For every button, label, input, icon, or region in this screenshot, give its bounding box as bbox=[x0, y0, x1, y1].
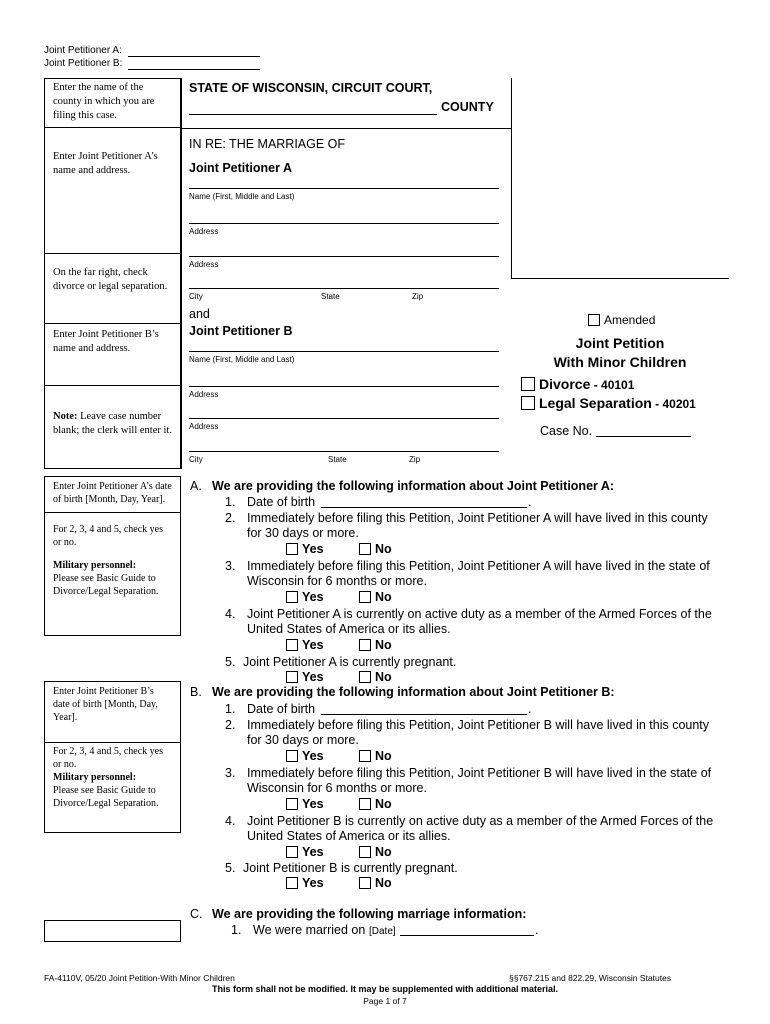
divider bbox=[45, 512, 180, 513]
b-q1-text: Date of birth bbox=[247, 702, 316, 716]
caption-right-border bbox=[511, 78, 512, 278]
note-petitioner-a-name: Enter Joint Petitioner A’s name and address. bbox=[44, 127, 181, 254]
court-heading: STATE OF WISCONSIN, CIRCUIT COURT, bbox=[189, 81, 433, 95]
petitioner-a-title: Joint Petitioner A bbox=[189, 161, 293, 175]
a-q4-no[interactable]: No bbox=[359, 638, 392, 652]
a-dob-line[interactable] bbox=[321, 507, 527, 508]
a-address-line-1[interactable] bbox=[189, 223, 499, 224]
b-q3-yes[interactable]: Yes bbox=[286, 797, 324, 811]
a-q3-no-box[interactable] bbox=[359, 591, 371, 603]
b-q3-num: 3. bbox=[225, 766, 236, 780]
a-q3-yes-box[interactable] bbox=[286, 591, 298, 603]
b-q4-no[interactable]: No bbox=[359, 845, 392, 859]
caption-left-border bbox=[181, 78, 182, 469]
divorce-checkbox[interactable] bbox=[521, 377, 535, 391]
b-q2-text: Immediately before filing this Petition, Joint Petitioner B will have lived in this county for 30 days or more. bbox=[247, 718, 710, 747]
form-title bbox=[521, 334, 719, 372]
b-q3-no-box[interactable] bbox=[359, 798, 371, 810]
a-address-label-1: Address bbox=[189, 227, 219, 236]
b-q2-yes-box[interactable] bbox=[286, 750, 298, 762]
a-q4-yes-box[interactable] bbox=[286, 639, 298, 651]
a-q5-no-box[interactable] bbox=[359, 671, 371, 683]
case-number-line[interactable] bbox=[596, 436, 691, 437]
a-address-label-2: Address bbox=[189, 260, 219, 269]
c-q1-text: We were married on bbox=[253, 923, 366, 937]
a-q2-no-box[interactable] bbox=[359, 543, 371, 555]
header-petitioner-a: Joint Petitioner A: bbox=[44, 45, 122, 56]
note-county: Enter the name of the county in which you are filing this case. bbox=[44, 78, 181, 128]
legal-separation-code: - 40201 bbox=[651, 397, 696, 411]
b-dob-period: . bbox=[528, 702, 532, 716]
a-q2-num: 2. bbox=[225, 511, 236, 525]
a-q4-text: Joint Petitioner A is currently on active duty as a member of the Armed Forces of the United States of America or its allies. bbox=[247, 607, 712, 636]
county-line[interactable] bbox=[189, 114, 437, 115]
note-petitioner-a-info bbox=[44, 476, 181, 636]
section-c-letter: C. bbox=[190, 907, 203, 921]
note-b-military-label: Military personnel: bbox=[53, 772, 137, 783]
b-q4-no-box[interactable] bbox=[359, 846, 371, 858]
a-city-line[interactable] bbox=[189, 288, 499, 289]
note-a-military-label: Military personnel: bbox=[53, 560, 137, 571]
b-q2-no[interactable]: No bbox=[359, 749, 392, 763]
b-q5-text: Joint Petitioner B is currently pregnant. bbox=[243, 861, 458, 875]
a-q5-yes-box[interactable] bbox=[286, 671, 298, 683]
a-q1-num: 1. bbox=[225, 495, 236, 509]
a-q5-num: 5. bbox=[225, 655, 236, 669]
a-q2-yes[interactable]: Yes bbox=[286, 542, 324, 556]
caption-right-bottom bbox=[511, 278, 729, 279]
b-q2-num: 2. bbox=[225, 718, 236, 732]
section-c-heading: We are providing the following marriage information: bbox=[212, 907, 527, 921]
legal-separation-option[interactable] bbox=[521, 395, 696, 411]
note-case-number: Note: Leave case number blank; the clerk will enter it. bbox=[44, 385, 181, 469]
a-zip-label: Zip bbox=[412, 292, 424, 301]
b-address-line-1[interactable] bbox=[189, 386, 499, 387]
note-a-check: For 2, 3, 4 and 5, check yes or no. bbox=[53, 524, 163, 548]
b-address-label-1: Address bbox=[189, 390, 219, 399]
note-a-military-text: Please see Basic Guide to Divorce/Legal Separation. bbox=[53, 573, 159, 597]
b-q5-num: 5. bbox=[225, 861, 236, 875]
section-b-heading: We are providing the following information about Joint Petitioner B: bbox=[212, 685, 615, 699]
a-q4-yes[interactable]: Yes bbox=[286, 638, 324, 652]
note-petitioner-b-name: Enter Joint Petitioner B’s name and address. bbox=[44, 323, 181, 386]
petitioner-b-line[interactable] bbox=[128, 69, 260, 70]
b-q4-num: 4. bbox=[225, 814, 236, 828]
b-q4-yes-box[interactable] bbox=[286, 846, 298, 858]
note-marriage-box bbox=[44, 920, 181, 942]
a-q2-yes-box[interactable] bbox=[286, 543, 298, 555]
form-title-line-1: Joint Petition bbox=[575, 335, 665, 351]
section-a-letter: A. bbox=[190, 479, 202, 493]
a-q3-num: 3. bbox=[225, 559, 236, 573]
note-b-military-text: Please see Basic Guide to Divorce/Legal Separation. bbox=[53, 785, 159, 809]
a-name-label: Name (First, Middle and Last) bbox=[189, 192, 295, 201]
a-address-line-2[interactable] bbox=[189, 256, 499, 257]
footer-notice: This form shall not be modified. It may be supplemented with additional material. bbox=[211, 984, 559, 994]
note-far-right: On the far right, check divorce or legal separation. bbox=[44, 253, 181, 324]
footer-form-id: FA-4110V, 05/20 Joint Petition-With Minor Children bbox=[44, 973, 235, 983]
a-dob-period: . bbox=[528, 495, 532, 509]
and-label: and bbox=[189, 307, 210, 321]
header-petitioner-b: Joint Petitioner B: bbox=[44, 58, 123, 69]
caption-divider bbox=[181, 128, 511, 129]
b-q5-no[interactable]: No bbox=[359, 876, 392, 890]
b-q5-no-box[interactable] bbox=[359, 877, 371, 889]
a-q3-no[interactable]: No bbox=[359, 590, 392, 604]
a-q1-text: Date of birth bbox=[247, 495, 316, 509]
b-dob-line[interactable] bbox=[321, 714, 527, 715]
b-q3-yes-box[interactable] bbox=[286, 798, 298, 810]
b-q4-text: Joint Petitioner B is currently on active duty as a member of the Armed Forces of the United States of America or its allies. bbox=[247, 814, 714, 843]
b-address-line-2[interactable] bbox=[189, 418, 499, 419]
b-q1-num: 1. bbox=[225, 702, 236, 716]
footer-page-number: Page 1 of 7 bbox=[363, 996, 407, 1006]
divorce-label: Divorce bbox=[539, 376, 591, 392]
note-a-dob: Enter Joint Petitioner A’s date of birth [Month, Day, Year]. bbox=[53, 481, 172, 505]
county-label: COUNTY bbox=[441, 100, 494, 114]
amended-label: Amended bbox=[604, 313, 656, 327]
a-q3-text: Immediately before filing this Petition, Joint Petitioner A will have lived in the state of Wisconsin for 6 months or more. bbox=[247, 559, 710, 588]
a-city-label: City bbox=[189, 292, 203, 301]
petitioner-a-line[interactable] bbox=[128, 56, 260, 57]
c-q1-num: 1. bbox=[231, 923, 242, 937]
b-address-label-2: Address bbox=[189, 422, 219, 431]
divorce-code: - 40101 bbox=[590, 378, 635, 392]
b-state-label: State bbox=[328, 455, 347, 464]
b-q5-yes-box[interactable] bbox=[286, 877, 298, 889]
footer-statutes: §§767.215 and 822.29, Wisconsin Statutes bbox=[509, 973, 672, 983]
b-q5-yes[interactable]: Yes bbox=[286, 876, 324, 890]
a-q2-no[interactable]: No bbox=[359, 542, 392, 556]
note-petitioner-b-info bbox=[44, 681, 181, 833]
a-q5-text: Joint Petitioner A is currently pregnant. bbox=[243, 655, 457, 669]
c-date-hint: [Date] bbox=[369, 926, 396, 937]
b-q3-no[interactable]: No bbox=[359, 797, 392, 811]
legal-separation-label: Legal Separation bbox=[539, 395, 652, 411]
a-state-label: State bbox=[321, 292, 340, 301]
marriage-date-line[interactable] bbox=[400, 935, 534, 936]
note-b-dob: Enter Joint Petitioner B’s date of birth [Month, Day, Year]. bbox=[53, 686, 158, 723]
b-q3-text: Immediately before filing this Petition, Joint Petitioner B will have lived in the state of Wisconsin for 6 months or more. bbox=[247, 766, 712, 795]
b-q4-yes[interactable]: Yes bbox=[286, 845, 324, 859]
b-q2-yes[interactable]: Yes bbox=[286, 749, 324, 763]
divorce-option[interactable] bbox=[521, 376, 634, 392]
section-b-letter: B. bbox=[190, 685, 202, 699]
a-q5-no[interactable]: No bbox=[359, 670, 392, 684]
b-name-line[interactable] bbox=[189, 351, 499, 352]
a-name-line[interactable] bbox=[189, 188, 499, 189]
a-q5-yes[interactable]: Yes bbox=[286, 670, 324, 684]
case-number-label: Case No. bbox=[540, 424, 593, 438]
b-city-line[interactable] bbox=[189, 451, 499, 452]
marriage-date-period: . bbox=[535, 923, 539, 937]
amended-checkbox[interactable] bbox=[588, 313, 655, 327]
section-a-heading: We are providing the following information about Joint Petitioner A: bbox=[212, 479, 615, 493]
a-q4-no-box[interactable] bbox=[359, 639, 371, 651]
b-zip-label: Zip bbox=[409, 455, 421, 464]
petitioner-b-title: Joint Petitioner B bbox=[189, 324, 293, 338]
amended-checkbox-box[interactable] bbox=[588, 314, 600, 326]
b-q2-no-box[interactable] bbox=[359, 750, 371, 762]
a-q3-yes[interactable]: Yes bbox=[286, 590, 324, 604]
legal-separation-checkbox[interactable] bbox=[521, 396, 535, 410]
form-title-line-2: With Minor Children bbox=[553, 354, 687, 370]
in-re-heading: IN RE: THE MARRIAGE OF bbox=[189, 137, 346, 151]
note-b-check: For 2, 3, 4 and 5, check yes or no. bbox=[53, 746, 163, 770]
divider bbox=[45, 742, 180, 743]
a-q2-text: Immediately before filing this Petition, Joint Petitioner A will have lived in this county for 30 days or more. bbox=[247, 511, 708, 540]
b-city-label: City bbox=[189, 455, 203, 464]
b-name-label: Name (First, Middle and Last) bbox=[189, 355, 295, 364]
a-q4-num: 4. bbox=[225, 607, 236, 621]
